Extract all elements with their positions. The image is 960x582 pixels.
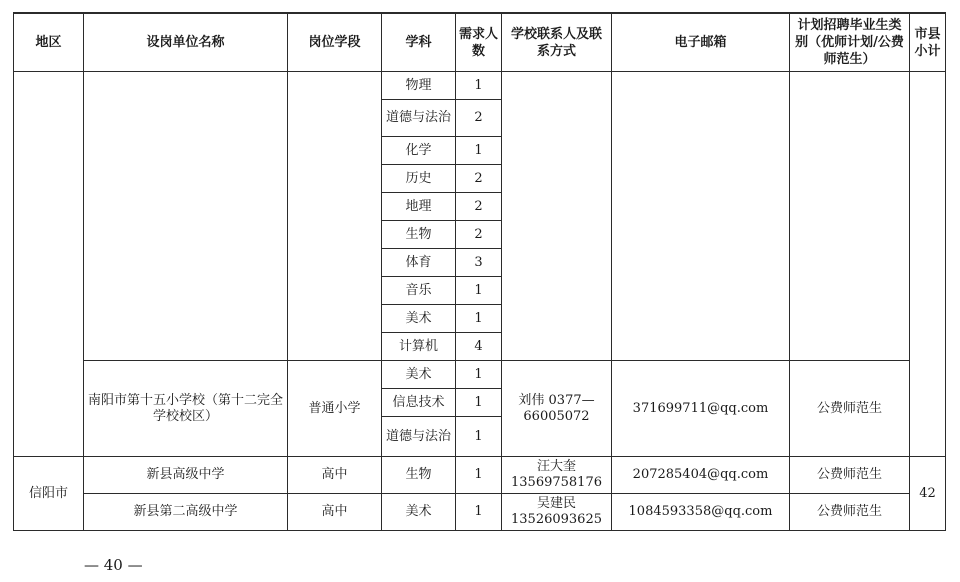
unit-cell: 新县高级中学 [84, 457, 288, 494]
count-cell: 2 [456, 165, 502, 193]
subject-cell: 道德与法治 [382, 100, 456, 137]
count-cell: 4 [456, 333, 502, 361]
count-cell: 1 [456, 72, 502, 100]
region-cell: 信阳市 [14, 457, 84, 531]
subtotal-cell-empty [910, 72, 946, 457]
count-cell: 1 [456, 457, 502, 494]
count-cell: 1 [456, 305, 502, 333]
email-cell: 371699711@qq.com [612, 361, 790, 457]
table-row [14, 494, 946, 531]
table-row [14, 457, 946, 494]
count-cell: 1 [456, 389, 502, 417]
subject-cell: 体育 [382, 249, 456, 277]
table-row [14, 361, 946, 389]
category-cell: 公费师范生 [790, 457, 910, 494]
header-region: 地区 [14, 14, 84, 72]
subject-cell: 美术 [382, 305, 456, 333]
category-cell: 公费师范生 [790, 361, 910, 457]
subject-cell: 美术 [382, 361, 456, 389]
header-row [14, 14, 946, 72]
unit-cell-empty [84, 72, 288, 361]
subtotal-cell: 42 [910, 457, 946, 531]
count-cell: 2 [456, 100, 502, 137]
count-cell: 1 [456, 494, 502, 531]
header-category: 计划招聘毕业生类别（优师计划/公费师范生） [790, 14, 910, 72]
email-cell-empty [612, 72, 790, 361]
unit-cell: 南阳市第十五小学校（第十二完全学校校区） [84, 361, 288, 457]
table-row [14, 72, 946, 100]
contact-cell: 汪大奎 13569758176 [502, 457, 612, 494]
region-cell-empty [14, 72, 84, 457]
category-cell: 公费师范生 [790, 494, 910, 531]
subject-cell: 化学 [382, 137, 456, 165]
subject-cell: 地理 [382, 193, 456, 221]
header-email: 电子邮箱 [612, 14, 790, 72]
recruitment-table [13, 13, 946, 531]
level-cell: 高中 [288, 457, 382, 494]
unit-cell: 新县第二高级中学 [84, 494, 288, 531]
category-cell-empty [790, 72, 910, 361]
subject-cell: 计算机 [382, 333, 456, 361]
count-cell: 1 [456, 137, 502, 165]
subject-cell: 生物 [382, 221, 456, 249]
header-level: 岗位学段 [288, 14, 382, 72]
count-cell: 1 [456, 417, 502, 457]
contact-cell: 吴建民 13526093625 [502, 494, 612, 531]
header-contact: 学校联系人及联系方式 [502, 14, 612, 72]
count-cell: 2 [456, 221, 502, 249]
subject-cell: 道德与法治 [382, 417, 456, 457]
level-cell: 高中 [288, 494, 382, 531]
subject-cell: 信息技术 [382, 389, 456, 417]
count-cell: 3 [456, 249, 502, 277]
page-number: — 40 — [84, 556, 143, 574]
level-cell-empty [288, 72, 382, 361]
contact-cell: 刘伟 0377—66005072 [502, 361, 612, 457]
email-cell: 207285404@qq.com [612, 457, 790, 494]
contact-cell-empty [502, 72, 612, 361]
subject-cell: 物理 [382, 72, 456, 100]
level-cell: 普通小学 [288, 361, 382, 457]
subject-cell: 历史 [382, 165, 456, 193]
subject-cell: 美术 [382, 494, 456, 531]
count-cell: 1 [456, 361, 502, 389]
subject-cell: 音乐 [382, 277, 456, 305]
count-cell: 1 [456, 277, 502, 305]
header-count: 需求人数 [456, 14, 502, 72]
email-cell: 1084593358@qq.com [612, 494, 790, 531]
header-unit: 设岗单位名称 [84, 14, 288, 72]
subject-cell: 生物 [382, 457, 456, 494]
count-cell: 2 [456, 193, 502, 221]
header-subject: 学科 [382, 14, 456, 72]
header-subtotal: 市县小计 [910, 14, 946, 72]
